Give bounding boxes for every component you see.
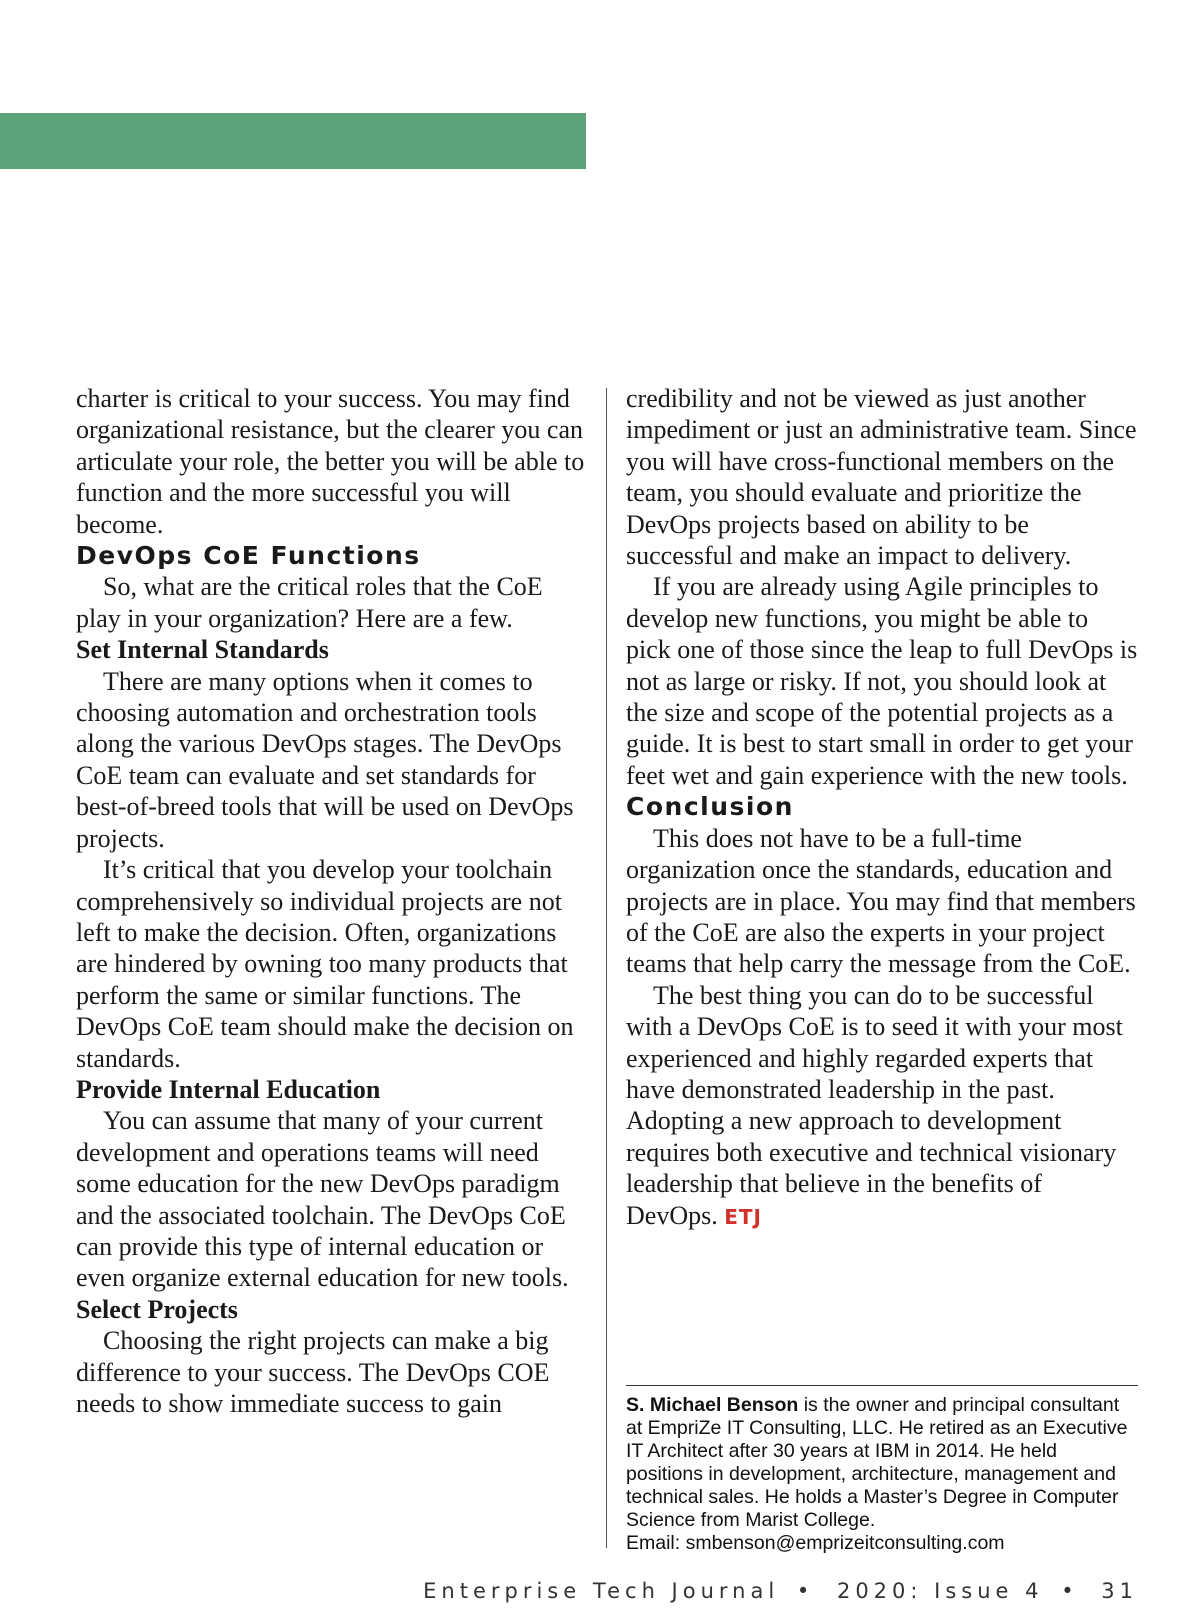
intro-paragraph: charter is critical to your success. You may find organizational resistance, but the clearer you can articulate your role, the better you will be able to function and the more successful you will become.: [76, 384, 585, 539]
functions-paragraph: So, what are the critical roles that the CoE play in your organization? Here are a few.: [76, 572, 543, 633]
author-email[interactable]: Email: smbenson@emprizeitconsulting.com: [626, 1532, 1005, 1554]
etj-end-mark: ETJ: [724, 1204, 762, 1229]
footer-separator: •: [796, 1579, 810, 1603]
functions-heading: DevOps CoE Functions: [76, 541, 421, 571]
left-column: [76, 383, 592, 1419]
continued-paragraph: credibility and not be viewed as just another impediment or just an administrative team. Since you will have cross-functional members on the team, you should evaluate and prioritize the DevOps projects based on ability to be successful and make an impact to delivery.: [626, 384, 1137, 571]
conclusion-paragraph-2: [626, 980, 1138, 1233]
conclusion-text: The best thing you can do to be successful with a DevOps CoE is to seed it with your most experienced and highly regarded experts that have demonstrated leadership in the past. Adopting a new approach to development requires both executive and technical visionary leadership that believe in the benefits of DevOps.: [626, 980, 1123, 1230]
standards-heading: Set Internal Standards: [76, 635, 329, 665]
accent-bar: [0, 113, 586, 169]
conclusion-paragraph-1: This does not have to be a full-time organization once the standards, education and projects are in place. You may find that members of the CoE are also the experts in your project teams that help carry the message from the CoE.: [626, 823, 1136, 979]
agile-paragraph: If you are already using Agile principles to develop new functions, you might be able to pick one of those since the leap to full DevOps is not as large or risky. If not, you should look at the size and scope of the potential projects as a guide. It is best to start small in order to get your feet wet and gain experience with the new tools.: [626, 572, 1138, 790]
author-bio: [626, 1385, 1138, 1555]
author-bio-text: is the owner and principal consultant at EmpriZe IT Consulting, LLC. He retired as an Executive IT Architect after 30 years at IBM in 2014. He held positions in development, architecture, management and technical sales. He holds a Master’s Degree in Computer Science from Marist College.: [626, 1394, 1128, 1531]
standards-paragraph-1: There are many options when it comes to choosing automation and orchestration tools along the various DevOps stages. The DevOps CoE team can evaluate and set standards for best-of-breed tools that will be used on DevOps projects.: [76, 666, 574, 853]
conclusion-heading: Conclusion: [626, 792, 794, 822]
page-footer: [423, 1579, 1138, 1603]
author-name: S. Michael Benson: [626, 1394, 799, 1416]
footer-separator: •: [1061, 1579, 1074, 1603]
column-divider: [606, 388, 607, 1548]
footer-publication: Enterprise Tech Journal: [423, 1579, 780, 1603]
right-column: [626, 383, 1138, 1233]
projects-heading: Select Projects: [76, 1294, 238, 1324]
footer-page-number: 31: [1101, 1579, 1138, 1603]
projects-paragraph: Choosing the right projects can make a big difference to your success. The DevOps COE needs to show immediate success to gain: [76, 1326, 550, 1418]
footer-issue: 2020: Issue 4: [836, 1579, 1044, 1603]
education-heading: Provide Internal Education: [76, 1074, 381, 1104]
standards-paragraph-2: It’s critical that you develop your toolchain comprehensively so individual projects are not left to make the decision. Often, organizations are hindered by owning too many products that perform the same or similar functions. The DevOps CoE team should make the decision on standards.: [76, 855, 574, 1073]
education-paragraph: You can assume that many of your current development and operations teams will need some education for the new DevOps paradigm and the associated toolchain. The DevOps CoE can provide this type of internal education or even organize external education for new tools.: [76, 1106, 569, 1293]
